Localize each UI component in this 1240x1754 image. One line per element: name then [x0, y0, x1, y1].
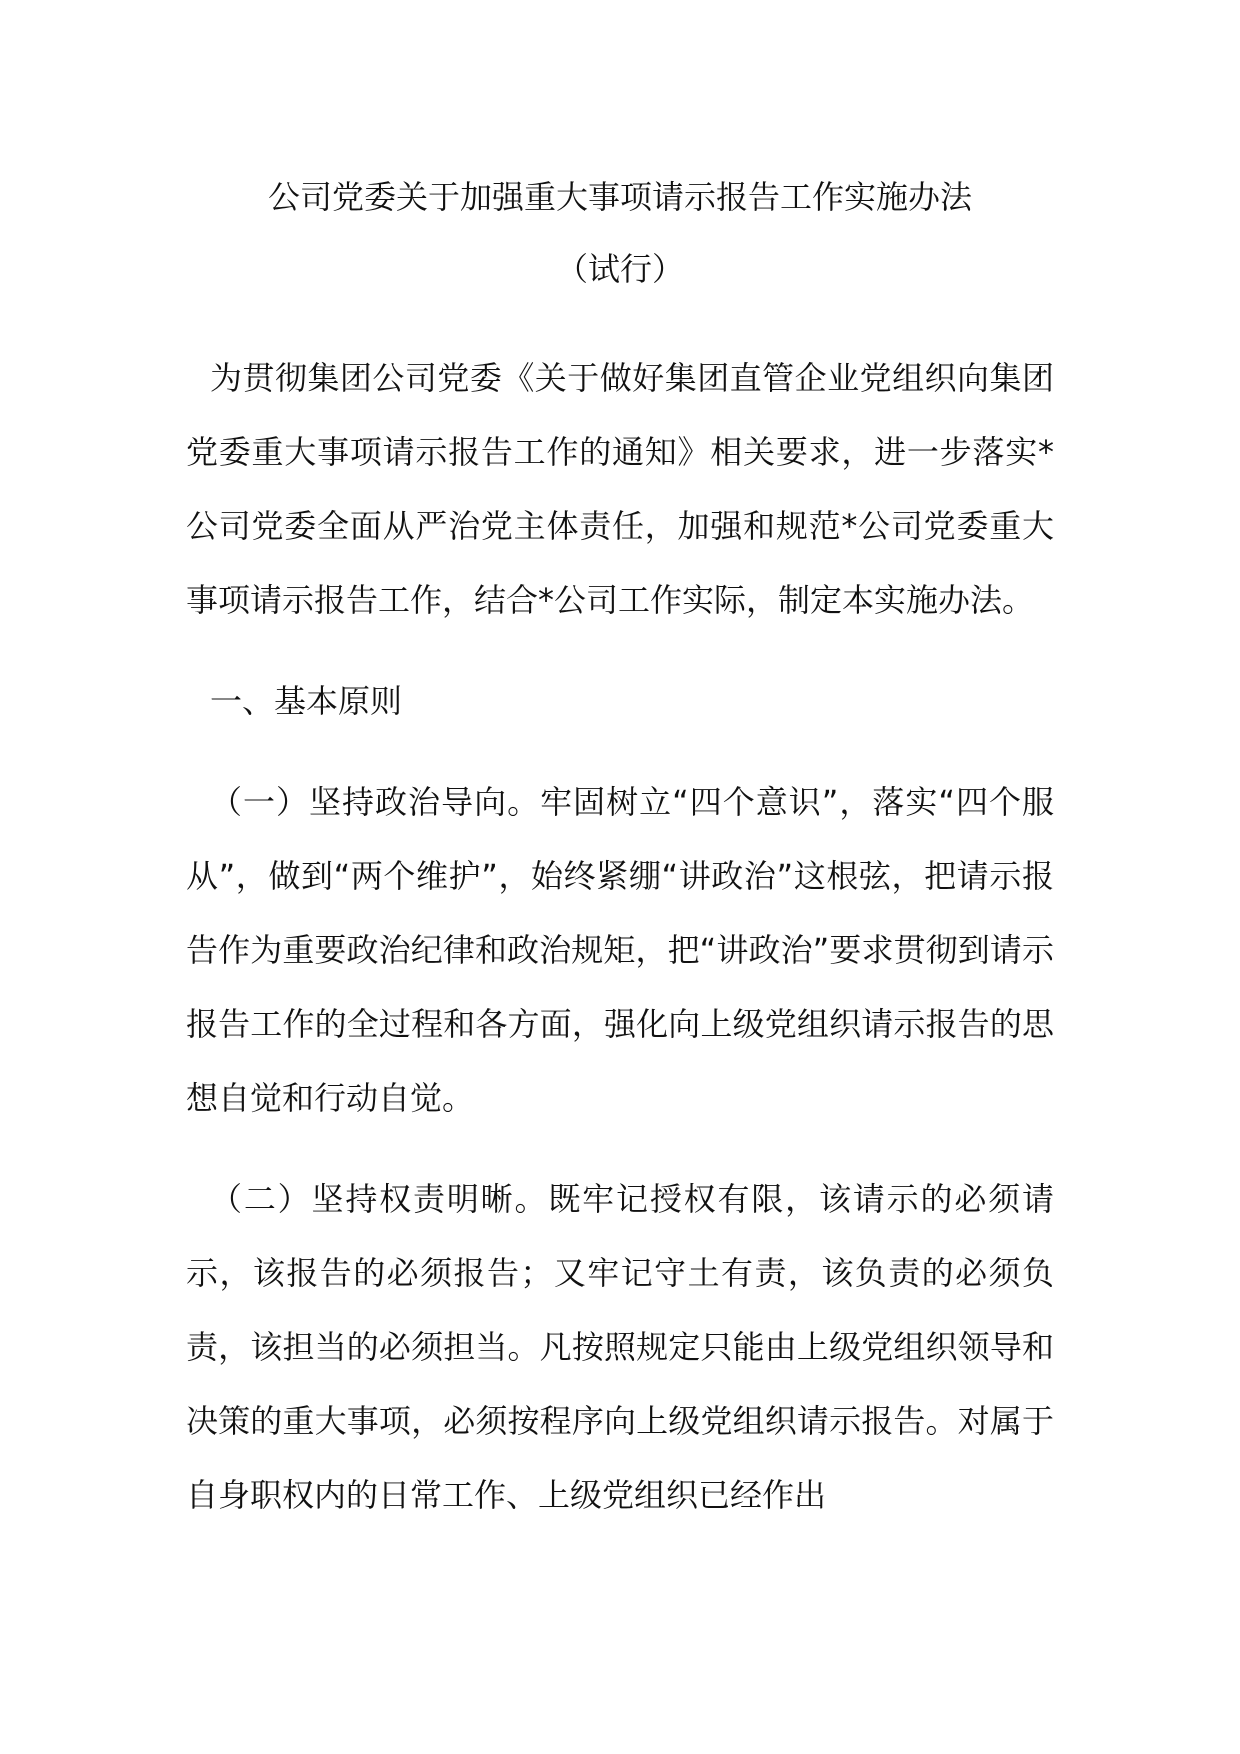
intro-paragraph: 为贯彻集团公司党委《关于做好集团直管企业党组织向集团党委重大事项请示报告工作的通知》相关要求，进一步落实*公司党委全面从严治党主体责任，加强和规范*公司党委重大事项请示报告工作，结合*公司工作实际，制定本实施办法。: [186, 359, 1054, 619]
document-subtitle: （试行）: [555, 250, 684, 288]
principle-paragraph-2: （二）坚持权责明晰。既牢记授权有限，该请示的必须请示，该报告的必须报告；又牢记守土有责，该负责的必须负责，该担当的必须担当。凡按照规定只能由上级党组织领导和决策的重大事项，必须按程序向上级党组织请示报告。对属于自身职权内的日常工作、上级党组织已经作出: [186, 1180, 1054, 1514]
principle-paragraph-1: （一）坚持政治导向。牢固树立“四个意识”，落实“四个服从”，做到“两个维护”，始终紧绷“讲政治”这根弦，把请示报告作为重要政治纪律和政治规矩，把“讲政治”要求贯彻到请示报告工作的全过程和各方面，强化向上级党组织请示报告的思想自觉和行动自觉。: [186, 783, 1054, 1117]
document-title: 公司党委关于加强重大事项请示报告工作实施办法: [267, 178, 972, 216]
document-body: [186, 341, 1054, 1559]
section-heading-basic-principles: 一、基本原则: [210, 682, 403, 720]
